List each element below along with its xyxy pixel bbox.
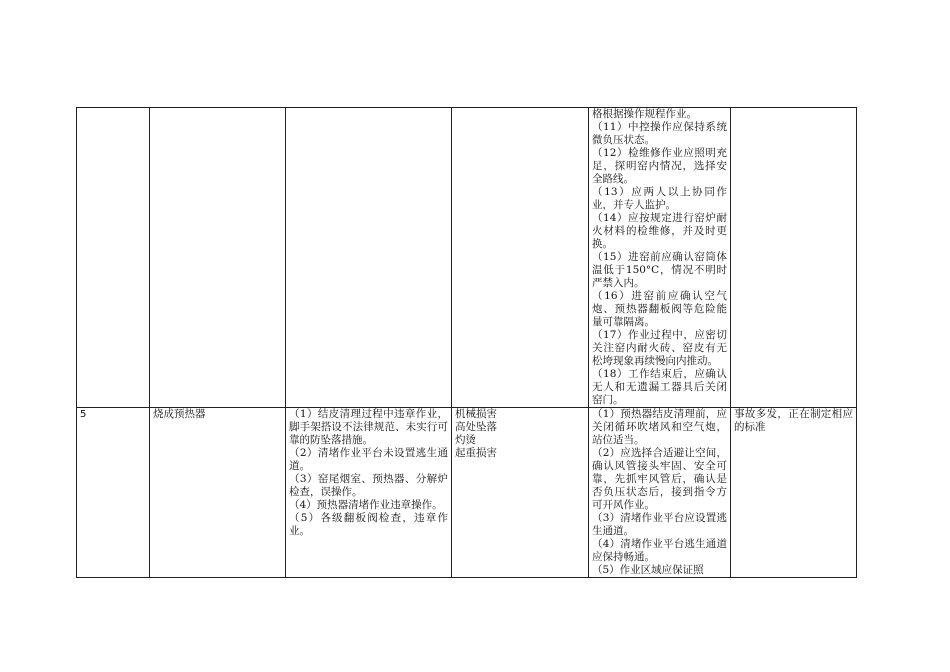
- measure-line: 格根据操作规程作业。: [592, 108, 697, 120]
- hazard-line: 机械损害: [455, 408, 497, 420]
- cell-equipment: 烧成预热器: [150, 408, 286, 578]
- measure-line: （15）进窑前应确认窑筒体温低于150°C，情况不明时严禁入内。: [592, 251, 727, 289]
- hazard-line: 灼烫: [455, 434, 476, 446]
- measure-line: （4）清堵作业平台逃生通道应保持畅通。: [592, 538, 727, 563]
- cell-note: [731, 108, 857, 408]
- cell-risk-factors: [286, 408, 452, 578]
- cell-hazards: [452, 408, 589, 578]
- measure-line: （12）检维修作业应照明充足，探明窑内情况，选择安全路线。: [592, 147, 727, 185]
- table-row: [77, 108, 857, 408]
- cell-measures: [589, 408, 731, 578]
- cell-equipment: [150, 108, 286, 408]
- risk-factor-line: （3）窑尾烟室、预热器、分解炉检查，误操作。: [289, 473, 448, 498]
- measure-line: （17）作业过程中，应密切关注窑内耐火砖、窑皮有无松垮现象再续慢向内推动。: [592, 329, 727, 367]
- measure-line: （1）预热器结皮清理前，应关闭循环吹堵风和空气炮，站位适当。: [592, 408, 727, 446]
- cell-note: 事故多发，正在制定相应的标准: [731, 408, 857, 578]
- risk-factor-line: （4）预热器清堵作业违章操作。: [289, 499, 443, 511]
- risk-factor-line: （2）清堵作业平台未设置逃生通道。: [289, 447, 448, 472]
- measure-line: （11）中控操作应保持系统微负压状态。: [592, 121, 727, 146]
- cell-no: [77, 408, 150, 578]
- cell-risk-factors: [286, 108, 452, 408]
- measure-line: （13）应两人以上协同作业，并专人监护。: [592, 186, 727, 211]
- row-number: 5: [80, 409, 87, 420]
- measure-line: （3）清堵作业平台应设置逃生通道。: [592, 512, 727, 537]
- risk-assessment-table: [76, 107, 857, 578]
- hazard-line: 高处坠落: [455, 421, 497, 433]
- measure-line: （2）应选择合适避让空间，确认风管接头牢固、安全可靠，先抓牢风管后，确认是否负压状态后，接到指令方可开风作业。: [592, 447, 727, 511]
- hazard-line: 起重损害: [455, 447, 497, 459]
- risk-factor-line: （5）各级翻板阀检查，违章作业。: [289, 512, 448, 537]
- measure-line: （5）作业区域应保证照: [592, 564, 704, 576]
- measure-line: （14）应按规定进行窑炉耐火材料的检维修，并及时更换。: [592, 212, 727, 250]
- table-row: [77, 408, 857, 578]
- cell-hazards: [452, 108, 589, 408]
- cell-no: [77, 108, 150, 408]
- risk-factor-line: （1）结皮清理过程中违章作业，脚手架搭设不法律规范、未实行可靠的防坠落措施。: [289, 408, 448, 446]
- measure-line: （18）工作结束后，应确认无人和无遗漏工器具后关闭窑门。: [592, 368, 727, 406]
- cell-measures: [589, 108, 731, 408]
- measure-line: （16）进窑前应确认空气炮、预热器翻板阀等危险能量可靠隔离。: [592, 290, 727, 328]
